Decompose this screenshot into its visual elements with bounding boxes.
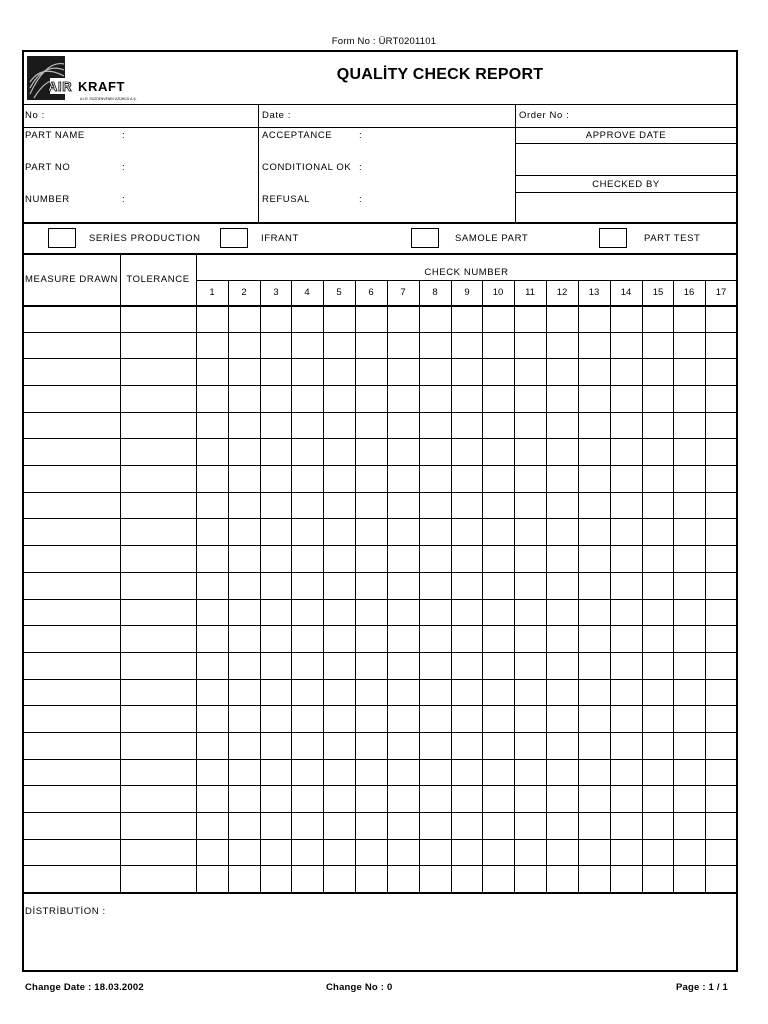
table-row-line (23, 332, 737, 333)
logo-graphic (26, 54, 142, 104)
check-number-header: CHECK NUMBER (424, 267, 509, 278)
grid-line (451, 280, 452, 892)
table-row-line (23, 599, 737, 600)
check-column-number: 8 (432, 287, 438, 298)
table-row-line (23, 572, 737, 573)
table-row-line (23, 865, 737, 866)
check-column-number: 9 (464, 287, 470, 298)
refusal-label: REFUSAL (262, 194, 311, 205)
table-row-line (23, 679, 737, 680)
grid-line (610, 280, 611, 892)
table-row-line (23, 358, 737, 359)
check-column-number: 11 (525, 287, 535, 298)
table-row-line (23, 759, 737, 760)
check-column-number: 14 (620, 287, 632, 298)
divider (515, 192, 737, 193)
number-colon: : (122, 194, 126, 205)
check-column-number: 3 (273, 287, 279, 298)
table-row-line (23, 438, 737, 439)
number-label: NUMBER (25, 194, 70, 205)
check-column-number: 1 (209, 287, 215, 298)
page-number: Page : 1 / 1 (676, 982, 729, 993)
ifrant-checkbox[interactable] (220, 228, 248, 248)
check-column-number: 17 (715, 287, 727, 298)
series-production-label: SERİES PRODUCTION (89, 233, 201, 244)
grid-line (578, 280, 579, 892)
part-no-label: PART NO (25, 162, 71, 173)
divider (23, 253, 737, 255)
part-name-colon: : (122, 130, 126, 141)
grid-line (323, 280, 324, 892)
form-number: Form No : ÜRT0201101 (331, 36, 437, 47)
table-row-line (23, 705, 737, 706)
grid-line (120, 253, 121, 892)
check-column-number: 15 (652, 287, 664, 298)
acceptance-label: ACCEPTANCE (262, 130, 333, 141)
table-row-line (23, 785, 737, 786)
grid-line (673, 280, 674, 892)
acceptance-colon: : (359, 130, 363, 141)
divider (515, 143, 737, 144)
grid-line (260, 280, 261, 892)
check-column-number: 10 (492, 287, 504, 298)
checked-by-label: CHECKED BY (592, 179, 660, 190)
table-row-line (23, 732, 737, 733)
part-name-label: PART NAME (25, 130, 85, 141)
svg-text:KRAFT: KRAFT (78, 79, 126, 94)
check-column-number: 12 (556, 287, 568, 298)
company-logo (26, 54, 142, 104)
divider (515, 175, 737, 176)
divider (23, 222, 737, 224)
report-title: QUALİTY CHECK REPORT (336, 66, 544, 83)
check-column-number: 7 (400, 287, 406, 298)
part-test-checkbox[interactable] (599, 228, 627, 248)
order-no-label: Order No : (519, 110, 570, 121)
no-label: No : (25, 110, 45, 121)
sample-part-label: SAMOLE PART (455, 233, 529, 244)
check-column-number: 2 (241, 287, 247, 298)
approve-date-label: APPROVE DATE (585, 130, 667, 141)
table-row-line (23, 545, 737, 546)
divider (23, 104, 737, 105)
table-row-line (23, 839, 737, 840)
grid-line (482, 280, 483, 892)
grid-line (228, 280, 229, 892)
grid-line (196, 253, 197, 892)
grid-line (642, 280, 643, 892)
table-row-line (23, 892, 737, 894)
part-no-colon: : (122, 162, 126, 173)
measure-drawn-header: MEASURE DRAWN (25, 274, 118, 285)
conditional-ok-label: CONDITIONAL OK (262, 162, 352, 173)
check-column-number: 4 (304, 287, 310, 298)
table-row-line (23, 625, 737, 626)
divider (515, 104, 516, 222)
table-row-line (23, 385, 737, 386)
check-column-number: 5 (336, 287, 342, 298)
grid-line (705, 280, 706, 892)
divider (258, 104, 259, 222)
conditional-ok-colon: : (359, 162, 363, 173)
grid-line (23, 305, 737, 307)
part-test-label: PART TEST (644, 233, 701, 244)
table-row-line (23, 465, 737, 466)
divider (23, 127, 737, 128)
table-row-line (23, 652, 737, 653)
change-date: Change Date : 18.03.2002 (25, 982, 144, 993)
grid-line (355, 280, 356, 892)
ifrant-label: IFRANT (261, 233, 299, 244)
change-no: Change No : 0 (326, 982, 393, 993)
svg-text:AIR: AIR (48, 79, 73, 94)
table-row-line (23, 518, 737, 519)
grid-line (387, 280, 388, 892)
table-row-line (23, 492, 737, 493)
check-column-number: 6 (368, 287, 374, 298)
table-row-line (23, 412, 737, 413)
series-production-checkbox[interactable] (48, 228, 76, 248)
grid-line (196, 280, 737, 281)
check-column-number: 16 (683, 287, 695, 298)
grid-line (291, 280, 292, 892)
distribution-label: DİSTRİBUTİON : (25, 906, 106, 917)
grid-line (419, 280, 420, 892)
date-label: Date : (262, 110, 291, 121)
logo-subtitle: A.I.R. SÜZDENVENIN ÜZÜMCÜ A.Ş. (80, 97, 137, 101)
grid-line (546, 280, 547, 892)
tolerance-header: TOLERANCE (126, 274, 190, 285)
table-row-line (23, 812, 737, 813)
sample-part-checkbox[interactable] (411, 228, 439, 248)
grid-line (514, 280, 515, 892)
check-column-number: 13 (588, 287, 600, 298)
refusal-colon: : (359, 194, 363, 205)
